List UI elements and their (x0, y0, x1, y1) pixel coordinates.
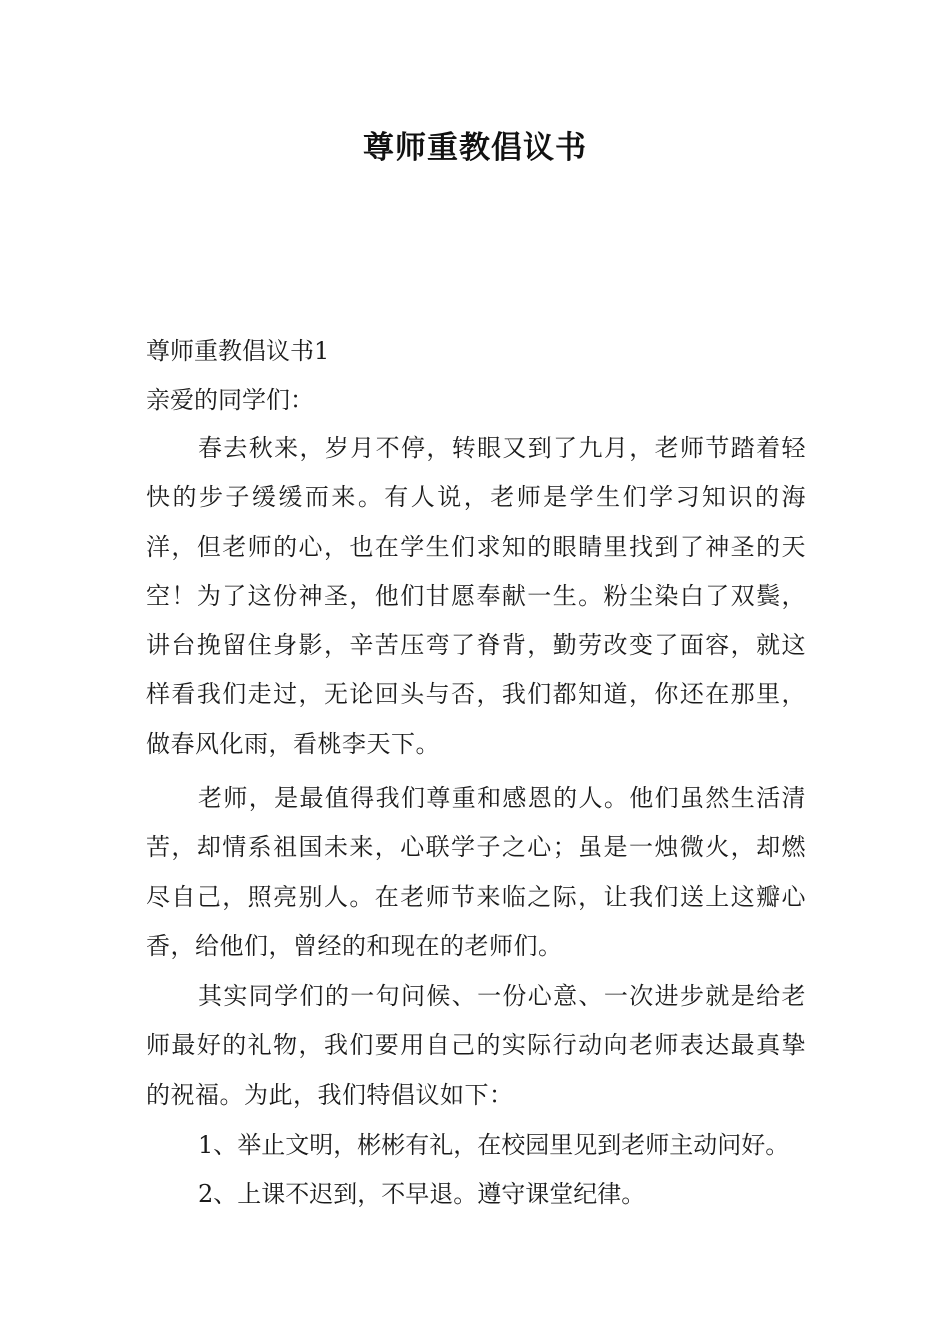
list-item: 1、举止文明，彬彬有礼，在校园里见到老师主动问好。 (198, 1131, 790, 1159)
salutation: 亲爱的同学们： (146, 386, 314, 414)
body-paragraph: 其实同学们的一句问候、一份心意、一次进步就是给老师最好的礼物，我们要用自己的实际行动向老师表达最真挚的祝福。为此，我们特倡议如下： (146, 982, 806, 1109)
body-paragraph: 老师，是最值得我们尊重和感恩的人。他们虽然生活清苦，却情系祖国未来，心联学子之心；虽是一烛微火，却燃尽自己，照亮别人。在老师节来临之际，让我们送上这瓣心香，给他们，曾经的和现在的老师们。 (146, 784, 806, 960)
section-heading: 尊师重教倡议书1 (146, 337, 330, 365)
body-paragraph: 春去秋来，岁月不停，转眼又到了九月，老师节踏着轻快的步子缓缓而来。有人说，老师是学生们学习知识的海洋，但老师的心，也在学生们求知的眼睛里找到了神圣的天空！为了这份神圣，他们甘愿奉献一生。粉尘染白了双鬓，讲台挽留住身影，辛苦压弯了脊背，勤劳改变了面容，就这样看我们走过，无论回头与否，我们都知道，你还在那里，做春风化雨，看桃李天下。 (146, 434, 806, 758)
document-title: 尊师重教倡议书 (363, 130, 587, 166)
list-item: 2、上课不迟到，不早退。遵守课堂纪律。 (198, 1180, 646, 1208)
